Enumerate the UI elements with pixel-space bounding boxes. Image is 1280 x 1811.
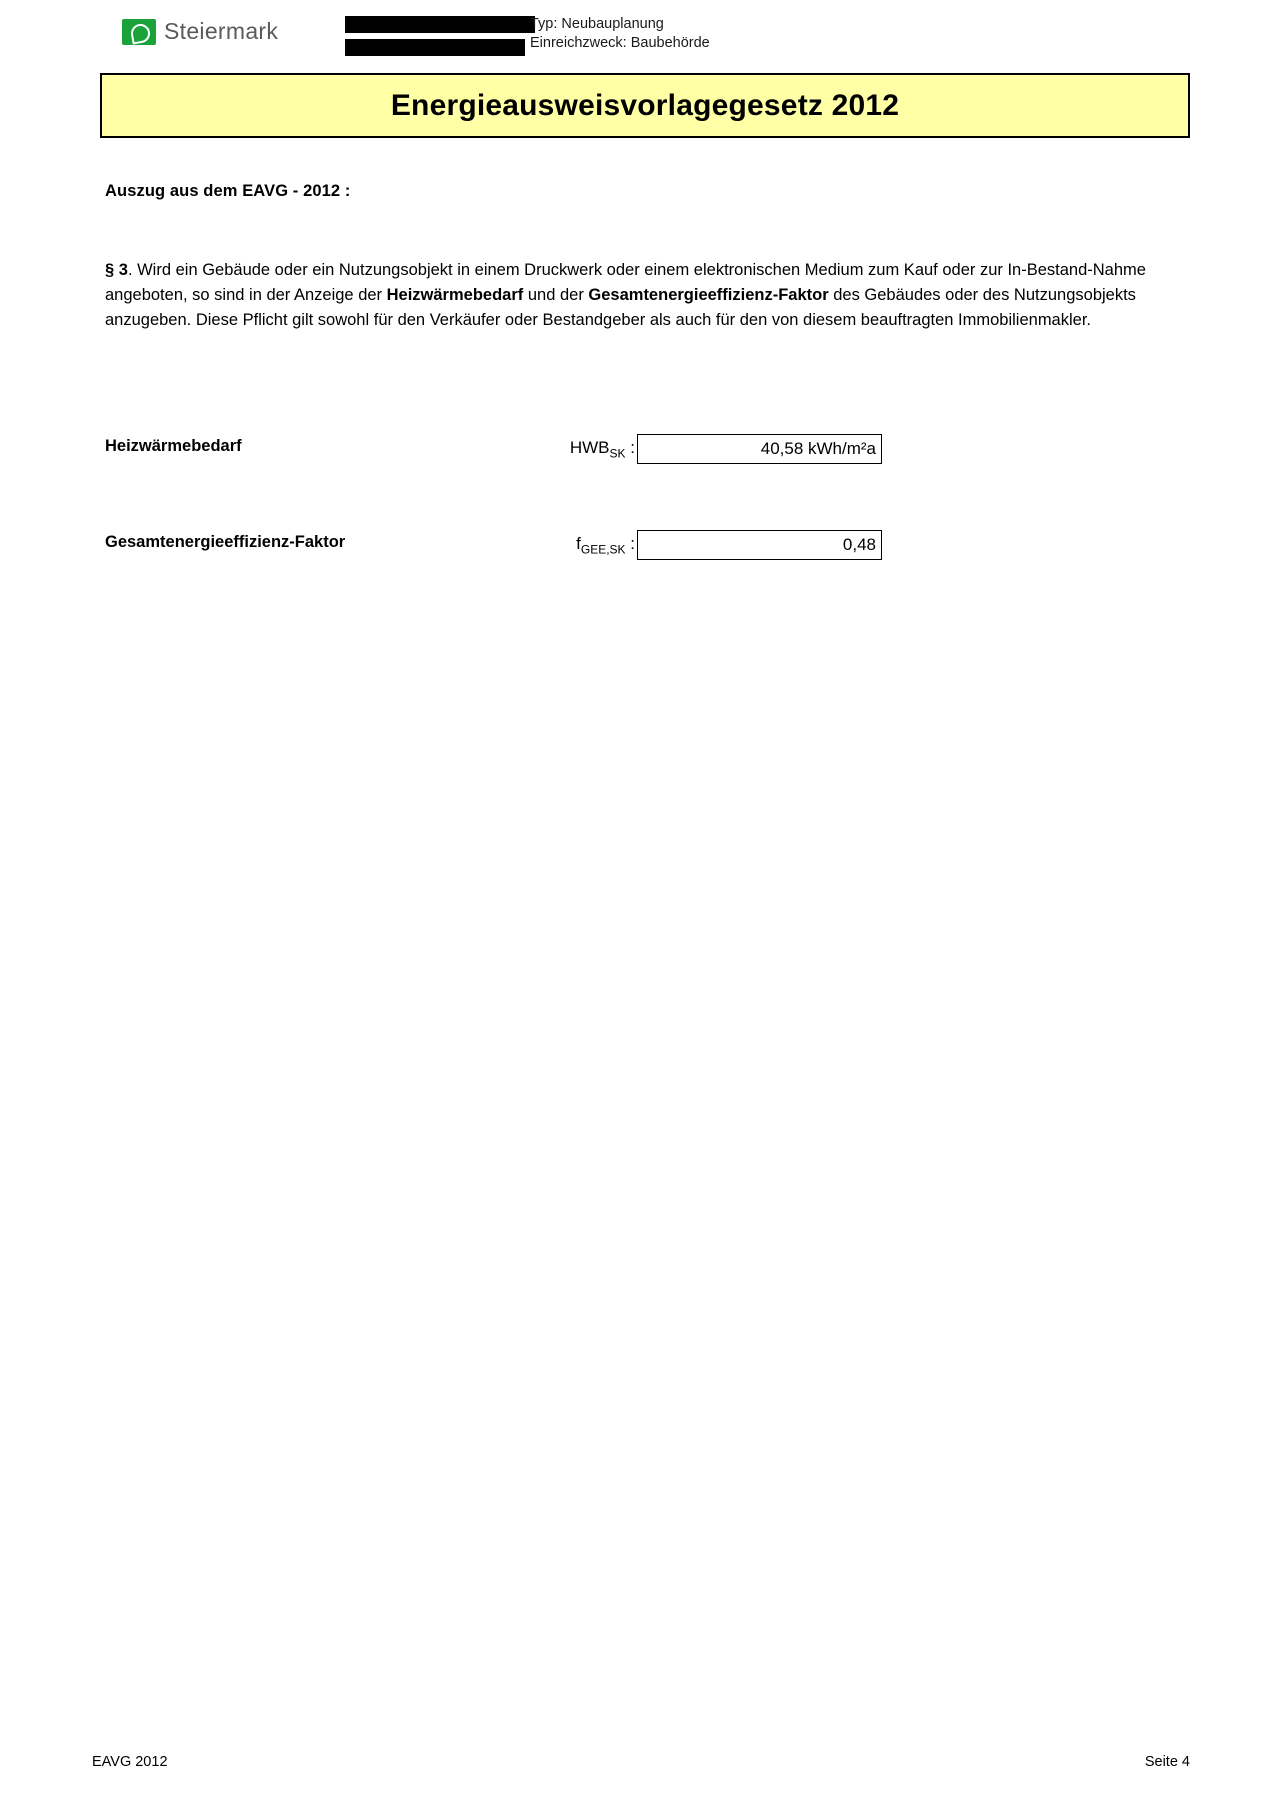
paragraph-section-number: § 3	[105, 261, 128, 279]
value-text-fgee: 0,48	[842, 535, 876, 554]
header-meta-type: Typ: Neubauplanung	[530, 16, 664, 32]
redacted-block-owner	[345, 16, 535, 33]
value-row-hwb	[0, 434, 1280, 468]
symbol-sub-fgee: GEE,SK	[580, 542, 626, 557]
footer-page-number: Seite 4	[1144, 1754, 1190, 1770]
page-title: Energieausweisvorlagegesetz 2012	[390, 88, 900, 122]
logo-label: Steiermark	[164, 18, 279, 44]
header-meta	[530, 15, 710, 53]
redacted-block-address	[345, 39, 525, 56]
value-text-hwb: 40,58 kWh/m²a	[760, 439, 876, 458]
value-symbol-fgee	[480, 534, 635, 556]
steiermark-panther-logo-icon	[122, 19, 156, 45]
footer-document-name: EAVG 2012	[92, 1754, 168, 1770]
paragraph-text-3: des Gebäudes oder des Nutzungsobjekts anzugeben. Diese Pflicht gilt sowohl für den Verkäufer oder Bestandgeber als auch für den von diesem beauftragten Immobilienmakler.	[105, 286, 1136, 329]
paragraph-text-1: . Wird ein Gebäude oder ein Nutzungsobjekt in einem Druckwerk oder einem elektronischen Medium zum Kauf oder zur In-Bestand-Nahme angeboten, so sind in der Anzeige der	[105, 261, 1146, 304]
paragraph-text-2: und der	[523, 286, 589, 304]
header-meta-purpose: Einreichzweck: Baubehörde	[530, 35, 710, 51]
steiermark-logo	[122, 18, 278, 45]
value-field-fgee[interactable]	[637, 530, 882, 560]
value-label-fgee: Gesamtenergieeffizienz-Faktor	[105, 533, 346, 551]
legal-paragraph	[105, 258, 1180, 333]
paragraph-term-hwb: Heizwärmebedarf	[386, 286, 524, 304]
value-row-fgee	[0, 530, 1280, 564]
value-field-hwb[interactable]	[637, 434, 882, 464]
symbol-main-hwb: HWB	[569, 438, 610, 457]
symbol-suffix-hwb: :	[625, 438, 635, 457]
symbol-sub-hwb: SK	[609, 446, 626, 461]
value-symbol-hwb	[480, 438, 635, 460]
title-banner	[100, 73, 1190, 138]
intro-text: Auszug aus dem EAVG - 2012 :	[105, 182, 351, 200]
paragraph-term-fgee: Gesamtenergieeffizienz-Faktor	[588, 286, 829, 304]
page-header	[100, 8, 1200, 58]
symbol-main-fgee: f	[576, 534, 581, 553]
value-label-hwb: Heizwärmebedarf	[105, 437, 242, 455]
symbol-suffix-fgee: :	[625, 534, 635, 553]
